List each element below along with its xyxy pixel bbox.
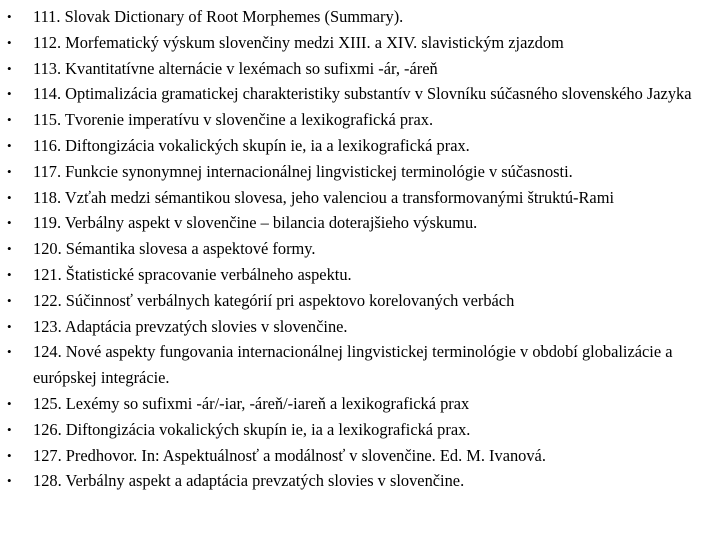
entry-text: 120. Sémantika slovesa a aspektové formy. — [33, 239, 316, 259]
entry-text: 111. Slovak Dictionary of Root Morphemes (Summary). — [33, 7, 404, 26]
entry-text: 112. Morfematický výskum slovenčiny medzi XIII. a XIV. slavistickým zjazdom — [33, 32, 564, 52]
bullet-icon: • — [7, 215, 12, 231]
bullet-icon: • — [7, 86, 12, 102]
bullet-icon: • — [7, 344, 12, 360]
list-item — [7, 30, 712, 56]
bullet-icon: • — [7, 34, 12, 50]
entry-text: 126. Diftongizácia vokalických skupín ie, ia a lexikografická prax. — [33, 419, 471, 439]
list-item — [7, 185, 712, 211]
bullet-icon: • — [7, 241, 12, 257]
bullet-icon: • — [7, 292, 12, 308]
list-item — [7, 159, 712, 185]
entry-text: 125. Lexémy so sufixmi -ár/-iar, -áreň/-iareň a lexikografická prax — [33, 393, 470, 413]
entry-text: 116. Diftongizácia vokalických skupín ie, ia a lexikografická prax. — [33, 135, 470, 155]
entry-text: 128. Verbálny aspekt a adaptácia prevzatých slovies v slovenčine. — [33, 471, 465, 491]
list-item — [7, 391, 712, 417]
entry-text: 115. Tvorenie imperatívu v slovenčine a lexikografická prax. — [33, 110, 434, 130]
bullet-icon: • — [7, 447, 12, 463]
entry-text: 118. Vzťah medzi sémantikou slovesa, jeho valenciou a transformovanými štruktú-Rami — [33, 187, 614, 207]
list-item — [7, 288, 712, 314]
list-item — [7, 468, 712, 494]
entry-text: 124. Nové aspekty fungovania internacionálnej lingvistickej terminológie v období globalizácie a európskej integrácie. — [33, 342, 673, 388]
entry-text: 114. Optimalizácia gramatickej charakteristiky substantív v Slovníku súčasného slovenského Jazyka — [33, 84, 692, 104]
bullet-icon: • — [7, 163, 12, 179]
list-item — [7, 443, 712, 469]
bullet-icon: • — [7, 112, 12, 128]
list-item — [7, 314, 712, 340]
bullet-icon: • — [7, 473, 12, 489]
list-item — [7, 4, 712, 30]
list-item — [7, 210, 712, 236]
bullet-icon: • — [7, 189, 12, 205]
list-item — [7, 133, 712, 159]
bullet-icon: • — [7, 318, 12, 334]
bullet-icon: • — [7, 395, 12, 411]
bullet-icon: • — [7, 9, 12, 24]
bullet-icon: • — [7, 421, 12, 437]
entry-text: 117. Funkcie synonymnej internacionálnej lingvistickej terminológie v súčasnosti. — [33, 161, 573, 181]
entry-text: 121. Štatistické spracovanie verbálneho aspektu. — [33, 264, 352, 284]
bullet-icon: • — [7, 137, 12, 153]
entry-text: 122. Súčinnosť verbálnych kategórií pri aspektovo korelovaných verbách — [33, 290, 515, 310]
list-item — [7, 262, 712, 288]
list-item — [7, 81, 712, 107]
list-item — [7, 417, 712, 443]
list-item — [7, 56, 712, 82]
list-item — [7, 107, 712, 133]
bibliography-list — [7, 4, 712, 494]
entry-text: 119. Verbálny aspekt v slovenčine – bilancia doterajšieho výskumu. — [33, 213, 478, 233]
bullet-icon: • — [7, 60, 12, 76]
bullet-icon: • — [7, 266, 12, 282]
list-item — [7, 236, 712, 262]
entry-text: 123. Adaptácia prevzatých slovies v slovenčine. — [33, 316, 348, 336]
entry-text: 127. Predhovor. In: Aspektuálnosť a modálnosť v slovenčine. Ed. M. Ivanová. — [33, 445, 546, 465]
list-item — [7, 339, 712, 391]
entry-text: 113. Kvantitatívne alternácie v lexémach so sufixmi -ár, -áreň — [33, 58, 438, 78]
